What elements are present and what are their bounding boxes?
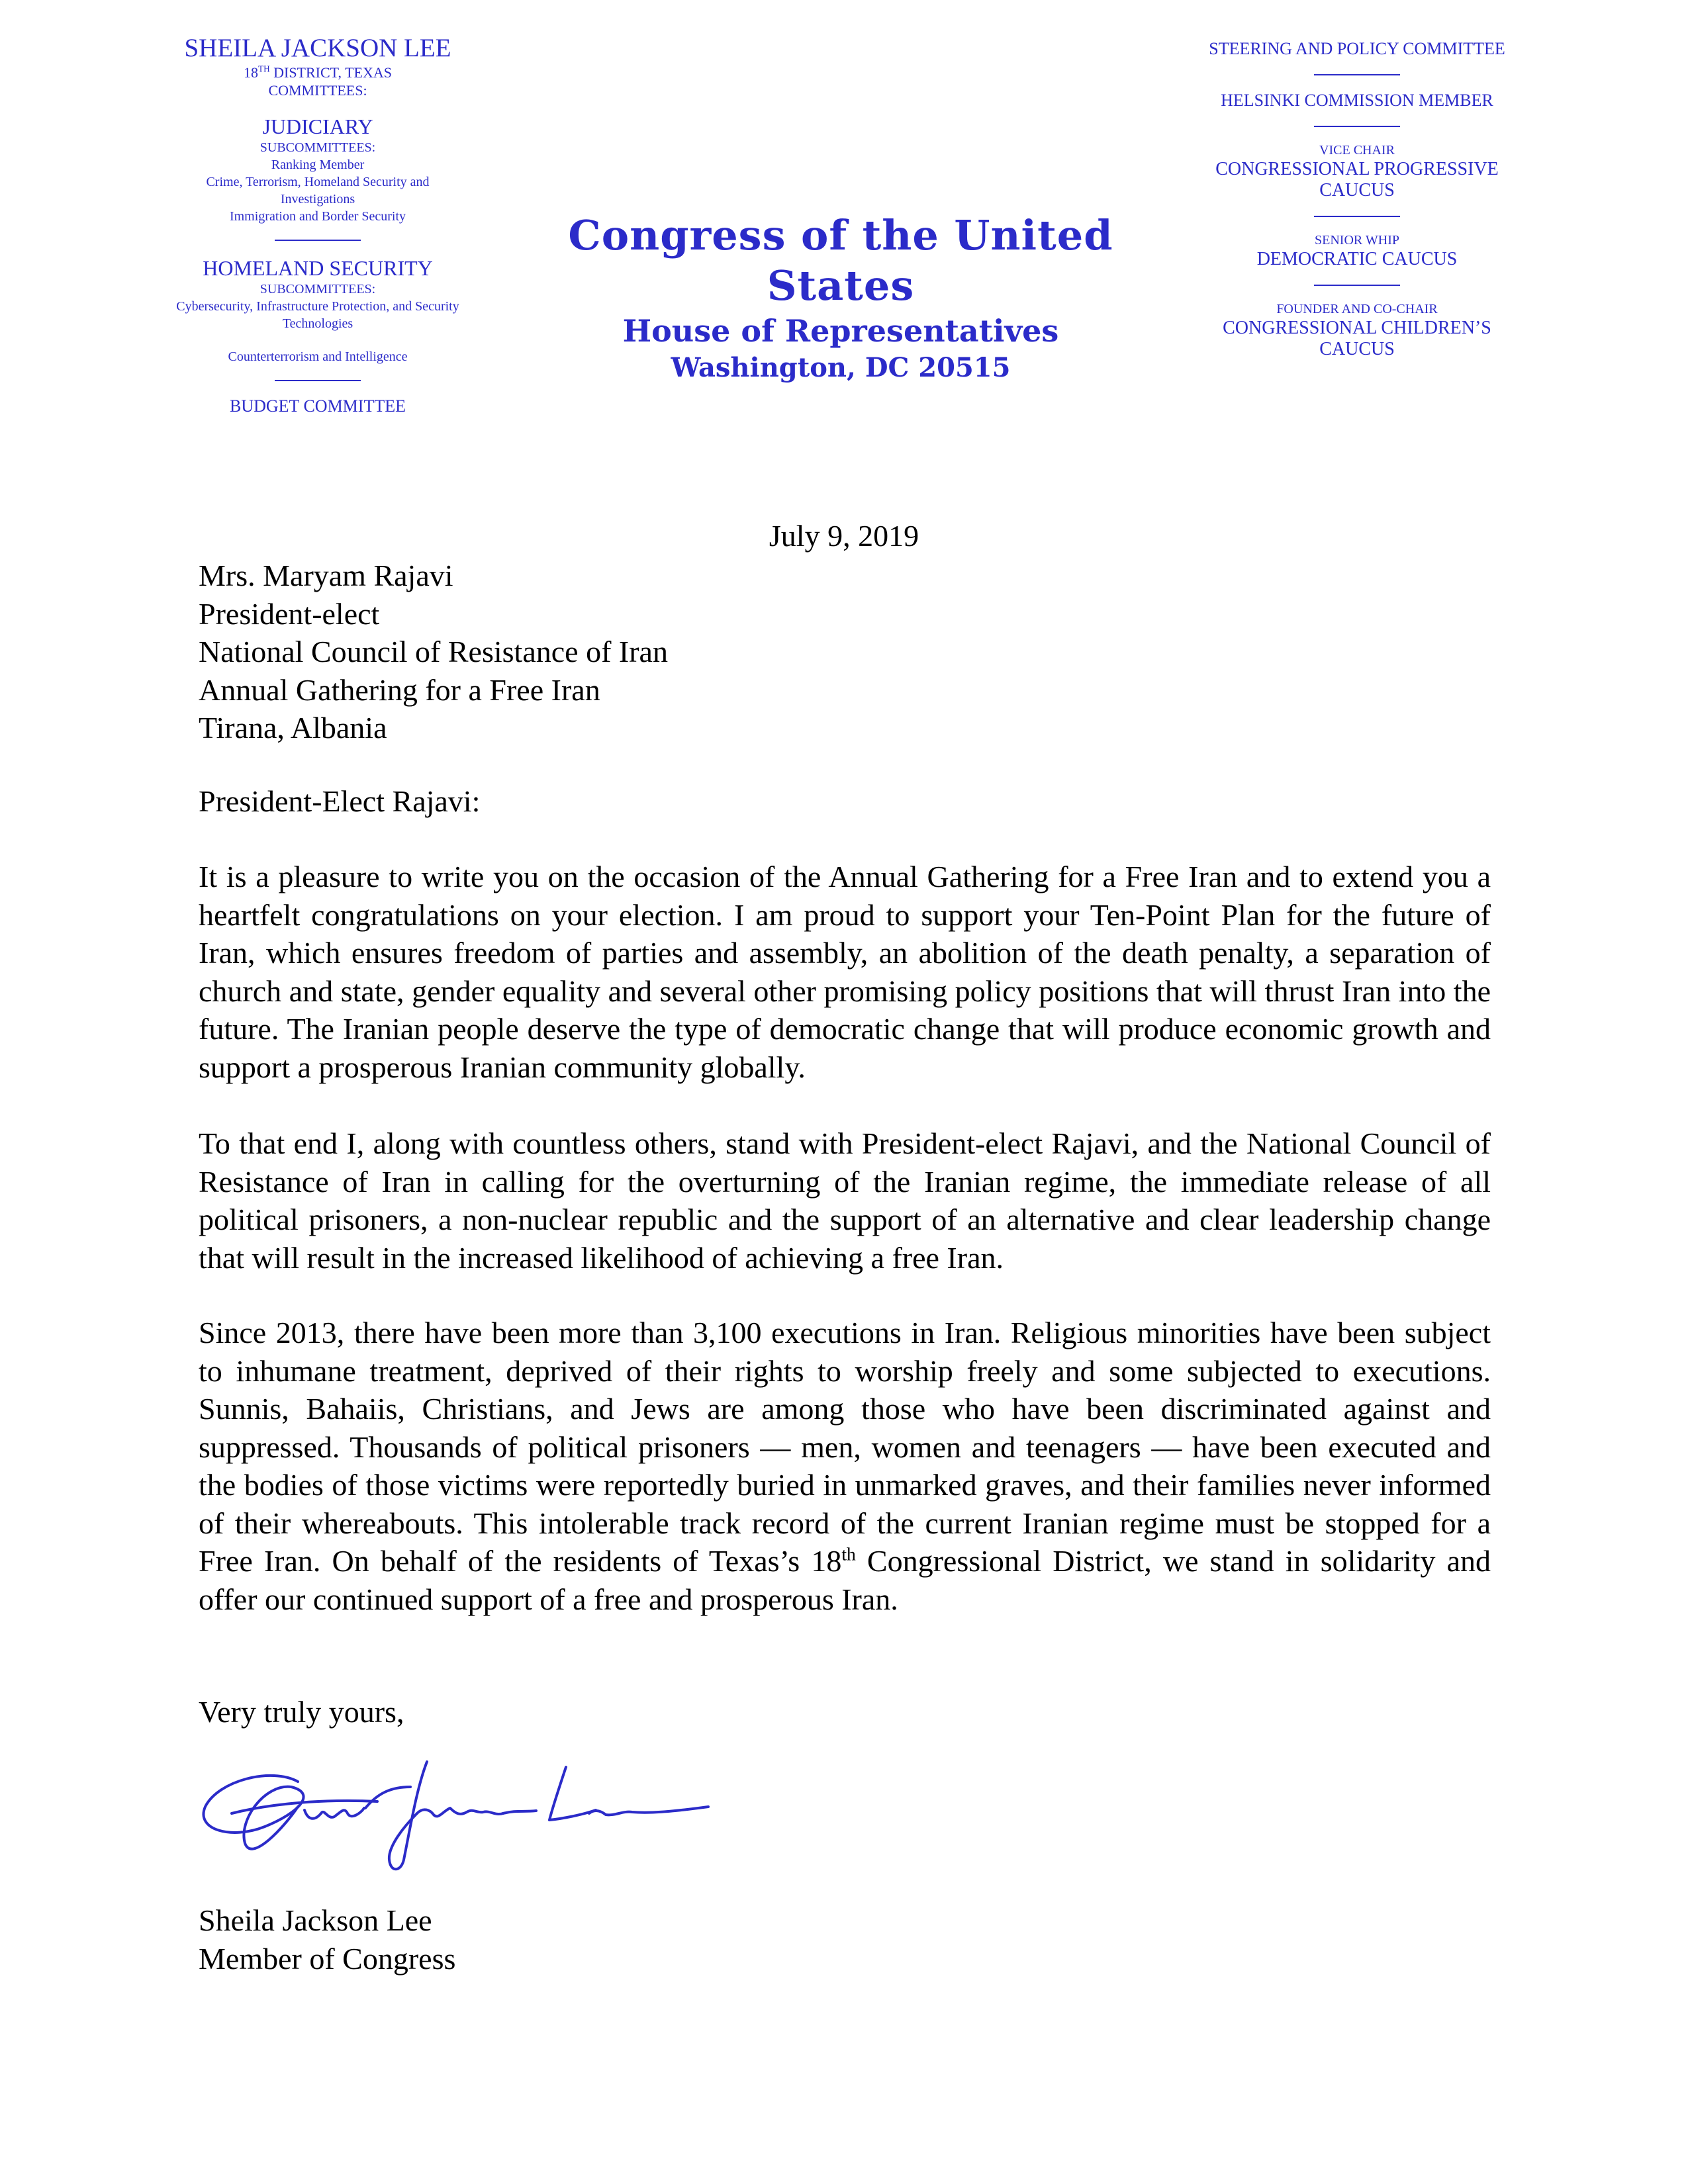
crime-subcommittee-cont: Investigations [280, 192, 355, 206]
member-name: SHEILA JACKSON LEE [184, 34, 451, 62]
congress-title: Congress of the United States [568, 211, 1113, 310]
district-text: DISTRICT, TEXAS [269, 64, 392, 81]
salutation: President-Elect Rajavi: [199, 784, 481, 818]
budget-committee: BUDGET COMMITTEE [229, 396, 406, 416]
closing: Very truly yours, [199, 1695, 404, 1729]
crime-subcommittee: Crime, Terrorism, Homeland Security and [206, 175, 430, 189]
counterterrorism-subcommittee: Counterterrorism and Intelligence [228, 349, 408, 364]
steering-committee: STEERING AND POLICY COMMITTEE [1209, 39, 1505, 58]
divider [1314, 126, 1400, 127]
judiciary-committee: JUDICIARY [262, 114, 373, 138]
divider [275, 240, 361, 241]
letter-date: July 9, 2019 [769, 519, 919, 553]
subcommittees-label-homeland: SUBCOMMITTEES: [259, 282, 376, 296]
immigration-subcommittee: Immigration and Border Security [229, 209, 406, 224]
cyber-subcommittee: Cybersecurity, Infrastructure Protection, and Security [176, 299, 459, 314]
vice-chair-label: VICE CHAIR [1319, 143, 1395, 158]
homeland-committee: HOMELAND SECURITY [203, 256, 433, 280]
district-number: 18 [244, 64, 259, 81]
address-line: President-elect [199, 596, 380, 631]
letterhead-left-column [152, 33, 483, 417]
divider [1314, 74, 1400, 75]
district-line [152, 64, 483, 81]
childrens-caucus-cont: CAUCUS [1319, 339, 1395, 359]
house-title: House of Representatives [622, 313, 1059, 349]
progressive-caucus: CONGRESSIONAL PROGRESSIVE [1215, 159, 1499, 179]
helsinki-commission: HELSINKI COMMISSION MEMBER [1221, 91, 1493, 110]
washington-address: Washington, DC 20515 [671, 352, 1011, 383]
letterhead-center [543, 210, 1139, 385]
recipient-address [199, 557, 668, 747]
district-suffix: TH [258, 64, 270, 74]
body-paragraph-1: It is a pleasure to write you on the occasion of the Annual Gathering for a Free Iran and to extend you a heartfelt congratulations on your election. I am proud to support your Ten-Point Plan for the future of Iran, which ensures freedom of parties and assembly, an abolition of the death penalty, a separation of church and state, gender equality and several other promising policy positions that will thrust Iran into the future. The Iranian people deserve the type of democratic change that will produce economic growth and support a prosperous Iranian community globally. [199, 860, 1491, 1084]
address-line: National Council of Resistance of Iran [199, 635, 668, 668]
divider [1314, 285, 1400, 286]
progressive-caucus-cont: CAUCUS [1319, 180, 1395, 201]
paragraph-3-text: Since 2013, there have been more than 3,100 executions in Iran. Religious minorities have been subject to inhumane treatment, deprived of their rights to worship freely and some subjected to executions. Sunnis, Bahaiis, Christians, and Jews are among those who have been discriminated against and suppressed. Thousands of political prisoners — men, women and teenagers — have been executed and the bodies of those victims were reportedly buried in unmarked graves, and their families never informed of their whereabouts. This intolerable track record of the current Iranian regime must be stopped for a Free Iran. On behalf of the residents of Texas’s 18 [199, 1316, 1491, 1578]
signer-block [199, 1901, 455, 1978]
paragraph-3-text-cont: Congressional District, we stand in solidarity and offer our continued support of a free and prosperous Iran. [199, 1544, 1491, 1616]
subcommittees-label-judiciary: SUBCOMMITTEES: [259, 140, 376, 155]
letterhead-right-column [1185, 38, 1529, 360]
democratic-caucus: DEMOCRATIC CAUCUS [1256, 249, 1458, 269]
body-paragraph-2: To that end I, along with countless others, stand with President-elect Rajavi, and the National Council of Resistance of Iran in calling for the overturning of the Iranian regime, the immediate release of all political prisoners, a non-nuclear republic and the support of an alternative and clear leadership change that will result in the increased likelihood of achieving a free Iran. [199, 1126, 1491, 1275]
signer-title: Member of Congress [199, 1942, 456, 1976]
address-line: Tirana, Albania [199, 711, 387, 745]
divider [1314, 216, 1400, 217]
senior-whip-label: SENIOR WHIP [1315, 233, 1399, 248]
divider [275, 380, 361, 381]
address-line: Mrs. Maryam Rajavi [199, 559, 453, 592]
ranking-member: Ranking Member [271, 158, 365, 172]
committees-label: COMMITTEES: [268, 82, 367, 99]
signature [192, 1747, 722, 1880]
body-paragraph-3 [199, 1314, 1491, 1618]
address-line: Annual Gathering for a Free Iran [199, 672, 600, 707]
founder-label: FOUNDER AND CO-CHAIR [1276, 302, 1438, 316]
ordinal-suffix: th [841, 1543, 856, 1565]
signer-name: Sheila Jackson Lee [199, 1903, 432, 1937]
childrens-caucus: CONGRESSIONAL CHILDREN’S [1223, 318, 1491, 338]
cyber-subcommittee-cont: Technologies [282, 316, 353, 331]
